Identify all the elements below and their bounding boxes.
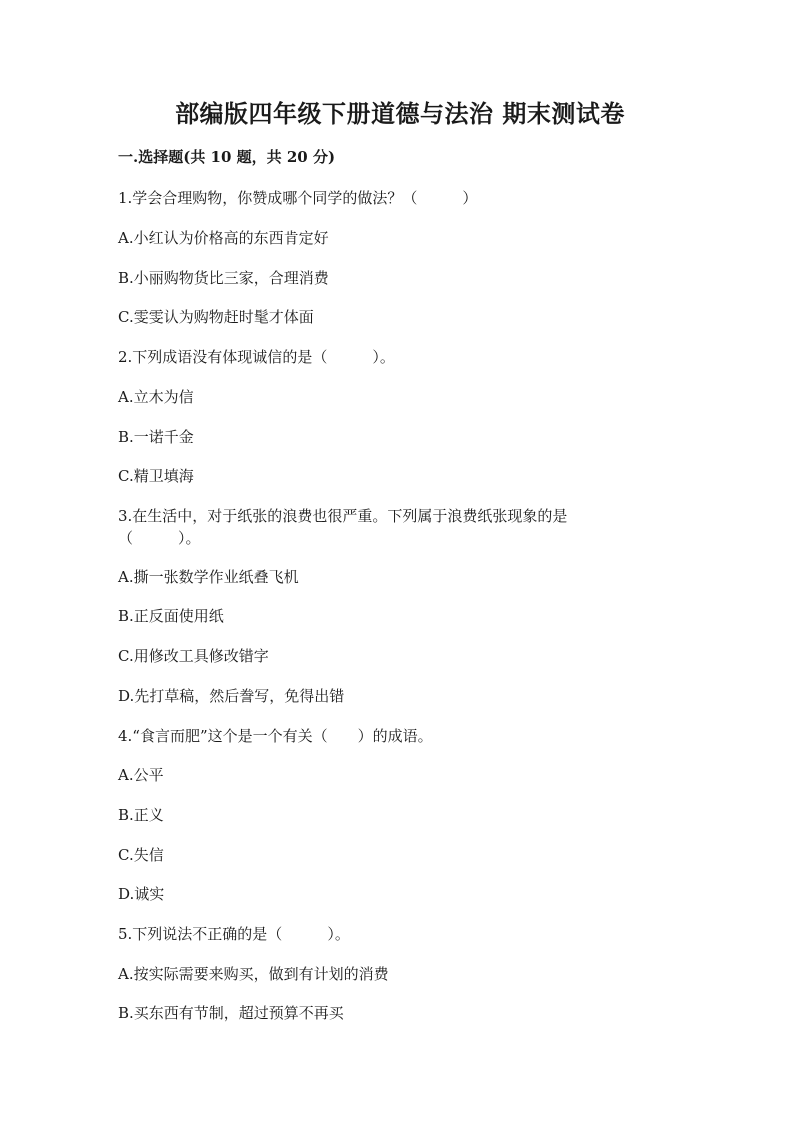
question-2-option-b: B.一诺千金 <box>118 428 194 446</box>
question-2-stem: 2.下列成语没有体现诚信的是（ ）。 <box>118 348 395 366</box>
question-3-stem-line-2: （ ）。 <box>118 529 201 547</box>
question-5-option-a: A.按实际需要来购买，做到有计划的消费 <box>118 965 389 983</box>
section-heading: 一.选择题(共 10 题，共 20 分) <box>118 148 336 166</box>
question-3-stem-line-1: 3.在生活中，对于纸张的浪费也很严重。下列属于浪费纸张现象的是 <box>118 507 568 525</box>
question-1-stem: 1.学会合理购物，你赞成哪个同学的做法？（ ） <box>118 189 478 207</box>
question-2-option-a: A.立木为信 <box>118 388 194 406</box>
question-1-option-c: C.雯雯认为购物赶时髦才体面 <box>118 308 314 326</box>
question-5-stem: 5.下列说法不正确的是（ ）。 <box>118 925 350 943</box>
question-2-option-c: C.精卫填海 <box>118 467 194 485</box>
question-3-option-a: A.撕一张数学作业纸叠飞机 <box>118 568 299 586</box>
question-4-option-d: D.诚实 <box>118 885 165 903</box>
question-4-stem: 4.“食言而肥”这个是一个有关（ ）的成语。 <box>118 727 433 745</box>
question-4-option-b: B.正义 <box>118 806 164 824</box>
question-5-option-b: B.买东西有节制，超过预算不再买 <box>118 1004 344 1022</box>
page-title: 部编版四年级下册道德与法治 期末测试卷 <box>175 99 625 128</box>
question-1-option-a: A.小红认为价格高的东西肯定好 <box>118 229 329 247</box>
question-1-option-b: B.小丽购物货比三家，合理消费 <box>118 269 329 287</box>
question-4-option-a: A.公平 <box>118 766 164 784</box>
question-3-stem <box>118 505 638 549</box>
question-4-option-c: C.失信 <box>118 846 164 864</box>
question-3-option-d: D.先打草稿，然后誊写，免得出错 <box>118 687 345 705</box>
question-3-option-c: C.用修改工具修改错字 <box>118 647 269 665</box>
question-3-option-b: B.正反面使用纸 <box>118 607 224 625</box>
